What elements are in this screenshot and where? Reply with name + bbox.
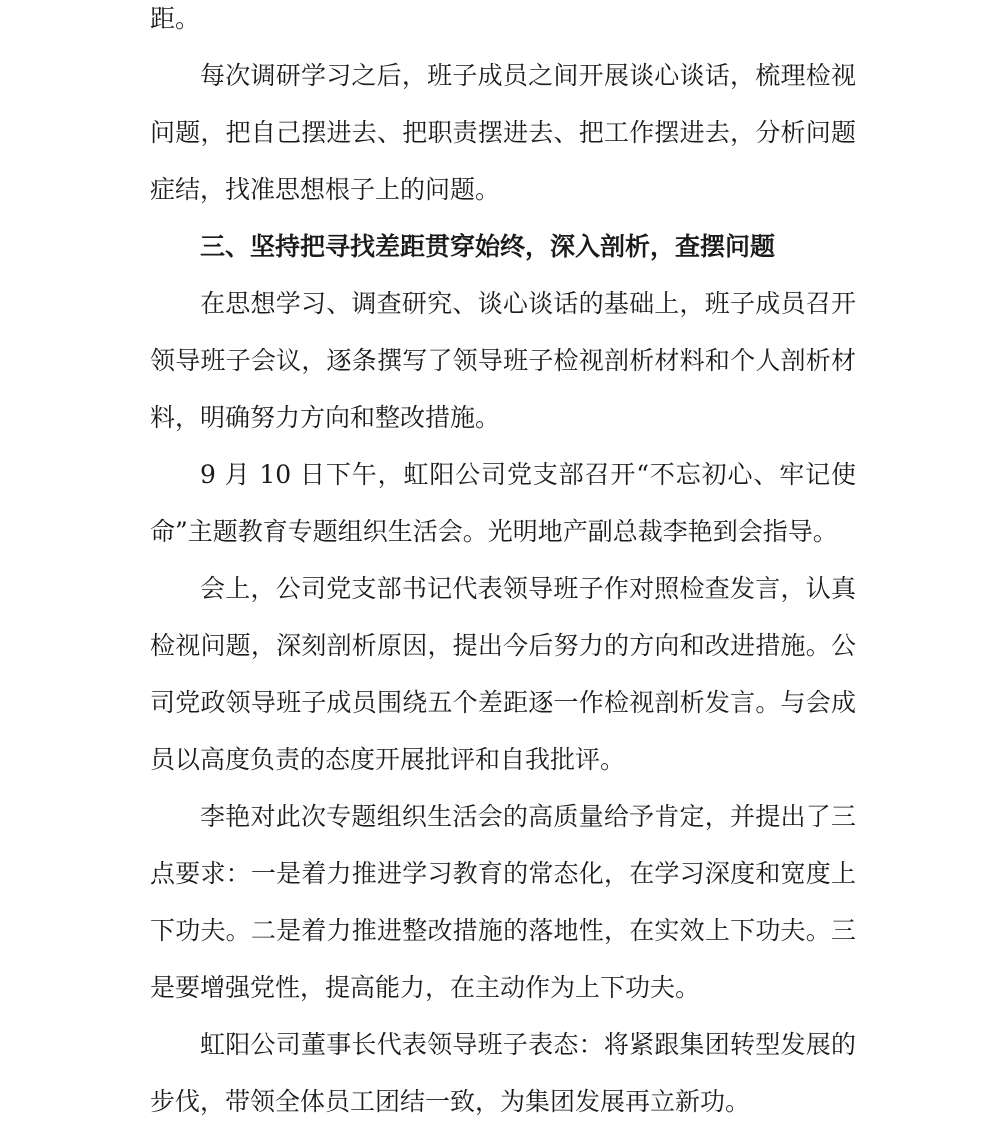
paragraph-continuation: 距。 — [150, 4, 201, 33]
paragraph-meeting-announcement: 9 月 10 日下午，虹阳公司党支部召开“不忘初心、牢记使命”主题教育专题组织生活会。光明地产副总裁李艳到会指导。 — [150, 460, 856, 546]
paragraph-research-talks: 每次调研学习之后，班子成员之间开展谈心谈话，梳理检视问题，把自己摆进去、把职责摆进去、把工作摆进去，分析问题症结，找准思想根子上的问题。 — [150, 61, 856, 204]
paragraph-meeting-proceedings: 会上，公司党支部书记代表领导班子作对照检查发言，认真检视问题，深刻剖析原因，提出今后努力的方向和改进措施。公司党政领导班子成员围绕五个差距逐一作检视剖析发言。与会成员以高度负责的态度开展批评和自我批评。 — [150, 574, 856, 774]
document-page — [150, 0, 856, 1130]
paragraph-chairman-statement: 虹阳公司董事长代表领导班子表态：将紧跟集团转型发展的步伐，带领全体员工团结一致，为集团发展再立新功。 — [150, 1030, 856, 1116]
section-heading-3: 三、坚持把寻找差距贯穿始终，深入剖析，查摆问题 — [200, 232, 776, 261]
paragraph-analysis-materials: 在思想学习、调查研究、谈心谈话的基础上，班子成员召开领导班子会议，逐条撰写了领导班子检视剖析材料和个人剖析材料，明确努力方向和整改措施。 — [150, 289, 856, 432]
paragraph-requirements: 李艳对此次专题组织生活会的高质量给予肯定，并提出了三点要求：一是着力推进学习教育的常态化，在学习深度和宽度上下功夫。二是着力推进整改措施的落地性，在实效上下功夫。三是要增强党性，提高能力，在主动作为上下功夫。 — [150, 802, 856, 1002]
